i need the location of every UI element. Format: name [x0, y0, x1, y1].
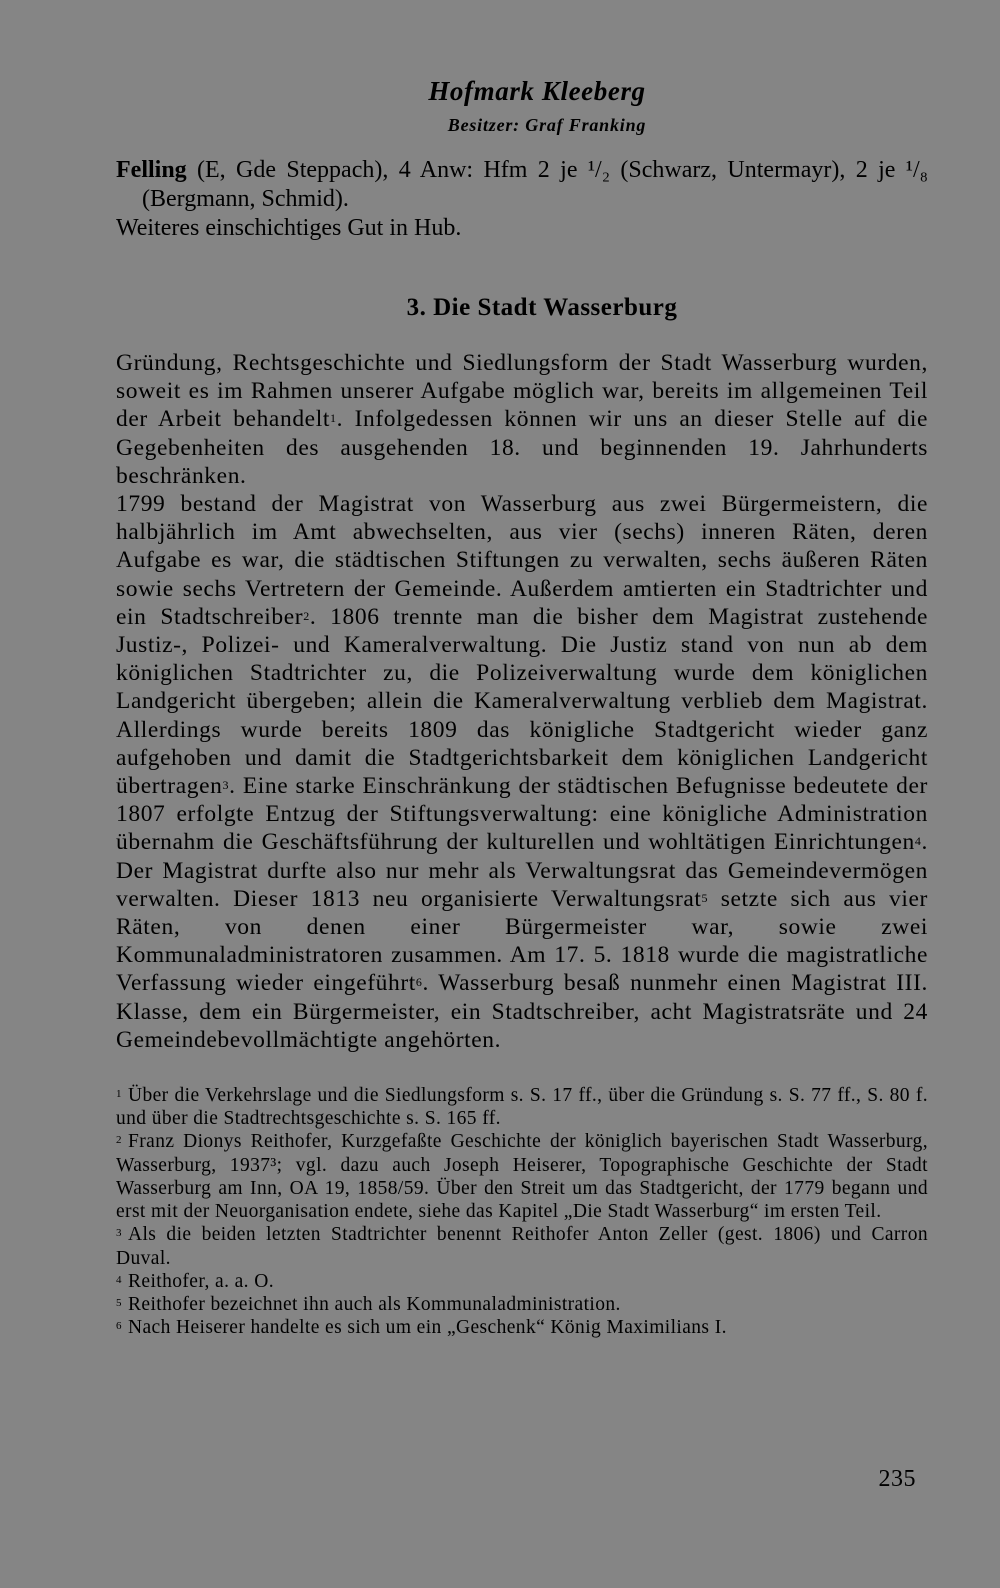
- footnote-text: Reithofer bezeichnet ihn auch als Kommunaladministration.: [128, 1293, 621, 1315]
- place-details: (E, Gde Steppach), 4 Anw: Hfm 2 je ¹/₂ (Schwarz, Untermayr), 2 je ¹/₈ (Bergmann, Schmid).: [142, 157, 928, 212]
- footnote: [116, 1130, 928, 1223]
- footnote-text: Über die Verkehrslage und die Siedlungsform s. S. 17 ff., über die Gründung s. S. 77 ff., S. 80 f. und über die Stadtrechtsgeschichte s. S. 165 ff.: [116, 1085, 928, 1130]
- footnote-number: 5: [116, 1296, 122, 1309]
- section-title: 3. Die Stadt Wasserburg: [406, 294, 678, 321]
- body-paragraph: [116, 349, 928, 490]
- page-heading: Hofmark Kleeberg: [428, 76, 646, 106]
- paragraph-text: . 1806 trennte man die bisher dem Magistrat zustehende Justiz-, Polizei- und Kameralverwaltung. Die Justiz stand von nun ab dem königlichen Stadtrichter zu, die Polizeiverwaltung wurde dem königlichen Landgericht übergeben; allein die Kameralverwaltung verblieb dem Magistrat. Allerdings wurde bereits 1809 das königliche Stadtgericht wieder ganz aufgehoben und damit die Stadtgerichtsbarkeit dem königlichen Landgericht übertragen: [116, 603, 928, 800]
- paragraph-text: . Wasserburg besaß nunmehr einen Magistrat III. Klasse, dem ein Bürgermeister, ein Stadtschreiber, acht Magistratsräte und 24 Gemeindebevollmächtigte angehörten.: [116, 970, 928, 1053]
- footnote-text: Nach Heiserer handelte es sich um ein „Geschenk“ König Maximilians I.: [128, 1317, 727, 1339]
- paragraph-text: setzte sich aus vier Räten, von denen einer Bürgermeister war, sowie zwei Kommunaladministratoren zusammen. Am 17. 5. 1818 wurde die magistratliche Verfassung wieder eingeführt: [116, 885, 928, 997]
- footnote-ref: 2: [303, 608, 310, 623]
- page-number: 235: [878, 1466, 916, 1492]
- additional-note: Weiteres einschichtiges Gut in Hub.: [116, 215, 462, 241]
- footnotes: [116, 1084, 928, 1339]
- footnote-ref: 4: [914, 834, 922, 849]
- footnote-number: 3: [116, 1227, 122, 1240]
- footnote-number: 6: [116, 1320, 122, 1333]
- footnote: [116, 1223, 928, 1269]
- book-page: [116, 70, 928, 1339]
- footnote: [116, 1084, 928, 1130]
- footnote-text: Franz Dionys Reithofer, Kurzgefaßte Geschichte der königlich bayerischen Stadt Wasserburg, Wasserburg, 1937³; vgl. dazu auch Joseph Heiserer, Topographische Geschichte der Stadt Wasserburg am Inn, OA 19, 1858/59. Über den Streit um das Stadtgericht, der 1779 begann und erst mit der Neuorganisation endete, siehe das Kapitel „Die Stadt Wasserburg“ im ersten Teil.: [116, 1131, 928, 1223]
- footnote-ref: 3: [222, 778, 230, 793]
- footnote-ref: 6: [415, 975, 423, 990]
- paragraph-text: . Der Magistrat durfte also nur mehr als Verwaltungsrat das Gemeindevermögen verwalten. Dieser 1813 neu organisierte Verwaltungsrat: [116, 829, 928, 912]
- footnote-ref: 5: [701, 890, 709, 905]
- footnote-number: 4: [116, 1273, 122, 1286]
- paragraph-text: . Infolgedessen können wir uns an dieser Stelle auf die Gegebenheiten des ausgehenden 18. und beginnenden 19. Jahrhunderts beschränken.: [116, 406, 928, 489]
- footnote: [116, 1293, 928, 1316]
- footnote-number: 1: [116, 1088, 122, 1101]
- owner-line: Besitzer: Graf Franking: [447, 115, 647, 135]
- body-paragraph: [116, 490, 928, 1054]
- footnote-text: Als die beiden letzten Stadtrichter benennt Reithofer Anton Zeller (gest. 1806) und Carron Duval.: [116, 1224, 928, 1269]
- paragraph-text: Gründung, Rechtsgeschichte und Siedlungsform der Stadt Wasserburg wurden, soweit es im Rahmen unserer Aufgabe möglich war, bereits im allgemeinen Teil der Arbeit behandelt: [116, 350, 928, 433]
- paragraph-text: . Eine starke Einschränkung der städtischen Befugnisse bedeutete der 1807 erfolgte Entzug der Stiftungsverwaltung: eine königliche Administration übernahm die Geschäftsführung der kulturellen und wohltätigen Einrichtungen: [116, 773, 928, 856]
- footnote: [116, 1316, 928, 1339]
- footnote-text: Reithofer, a. a. O.: [128, 1270, 274, 1292]
- footnote-number: 2: [116, 1134, 122, 1147]
- paragraph-text: 1799 bestand der Magistrat von Wasserburg aus zwei Bürgermeistern, die halbjährlich im Amt abwechselten, aus vier (sechs) inneren Räten, deren Aufgabe es war, die städtischen Stiftungen zu verwalten, sechs äußeren Räten sowie sechs Vertretern der Gemeinde. Außerdem amtierten ein Stadtrichter und ein Stadtschreiber: [116, 491, 928, 630]
- place-name: Felling: [116, 157, 187, 183]
- footnote-ref: 1: [329, 411, 337, 426]
- place-entry: [116, 156, 928, 214]
- footnote: [116, 1270, 928, 1293]
